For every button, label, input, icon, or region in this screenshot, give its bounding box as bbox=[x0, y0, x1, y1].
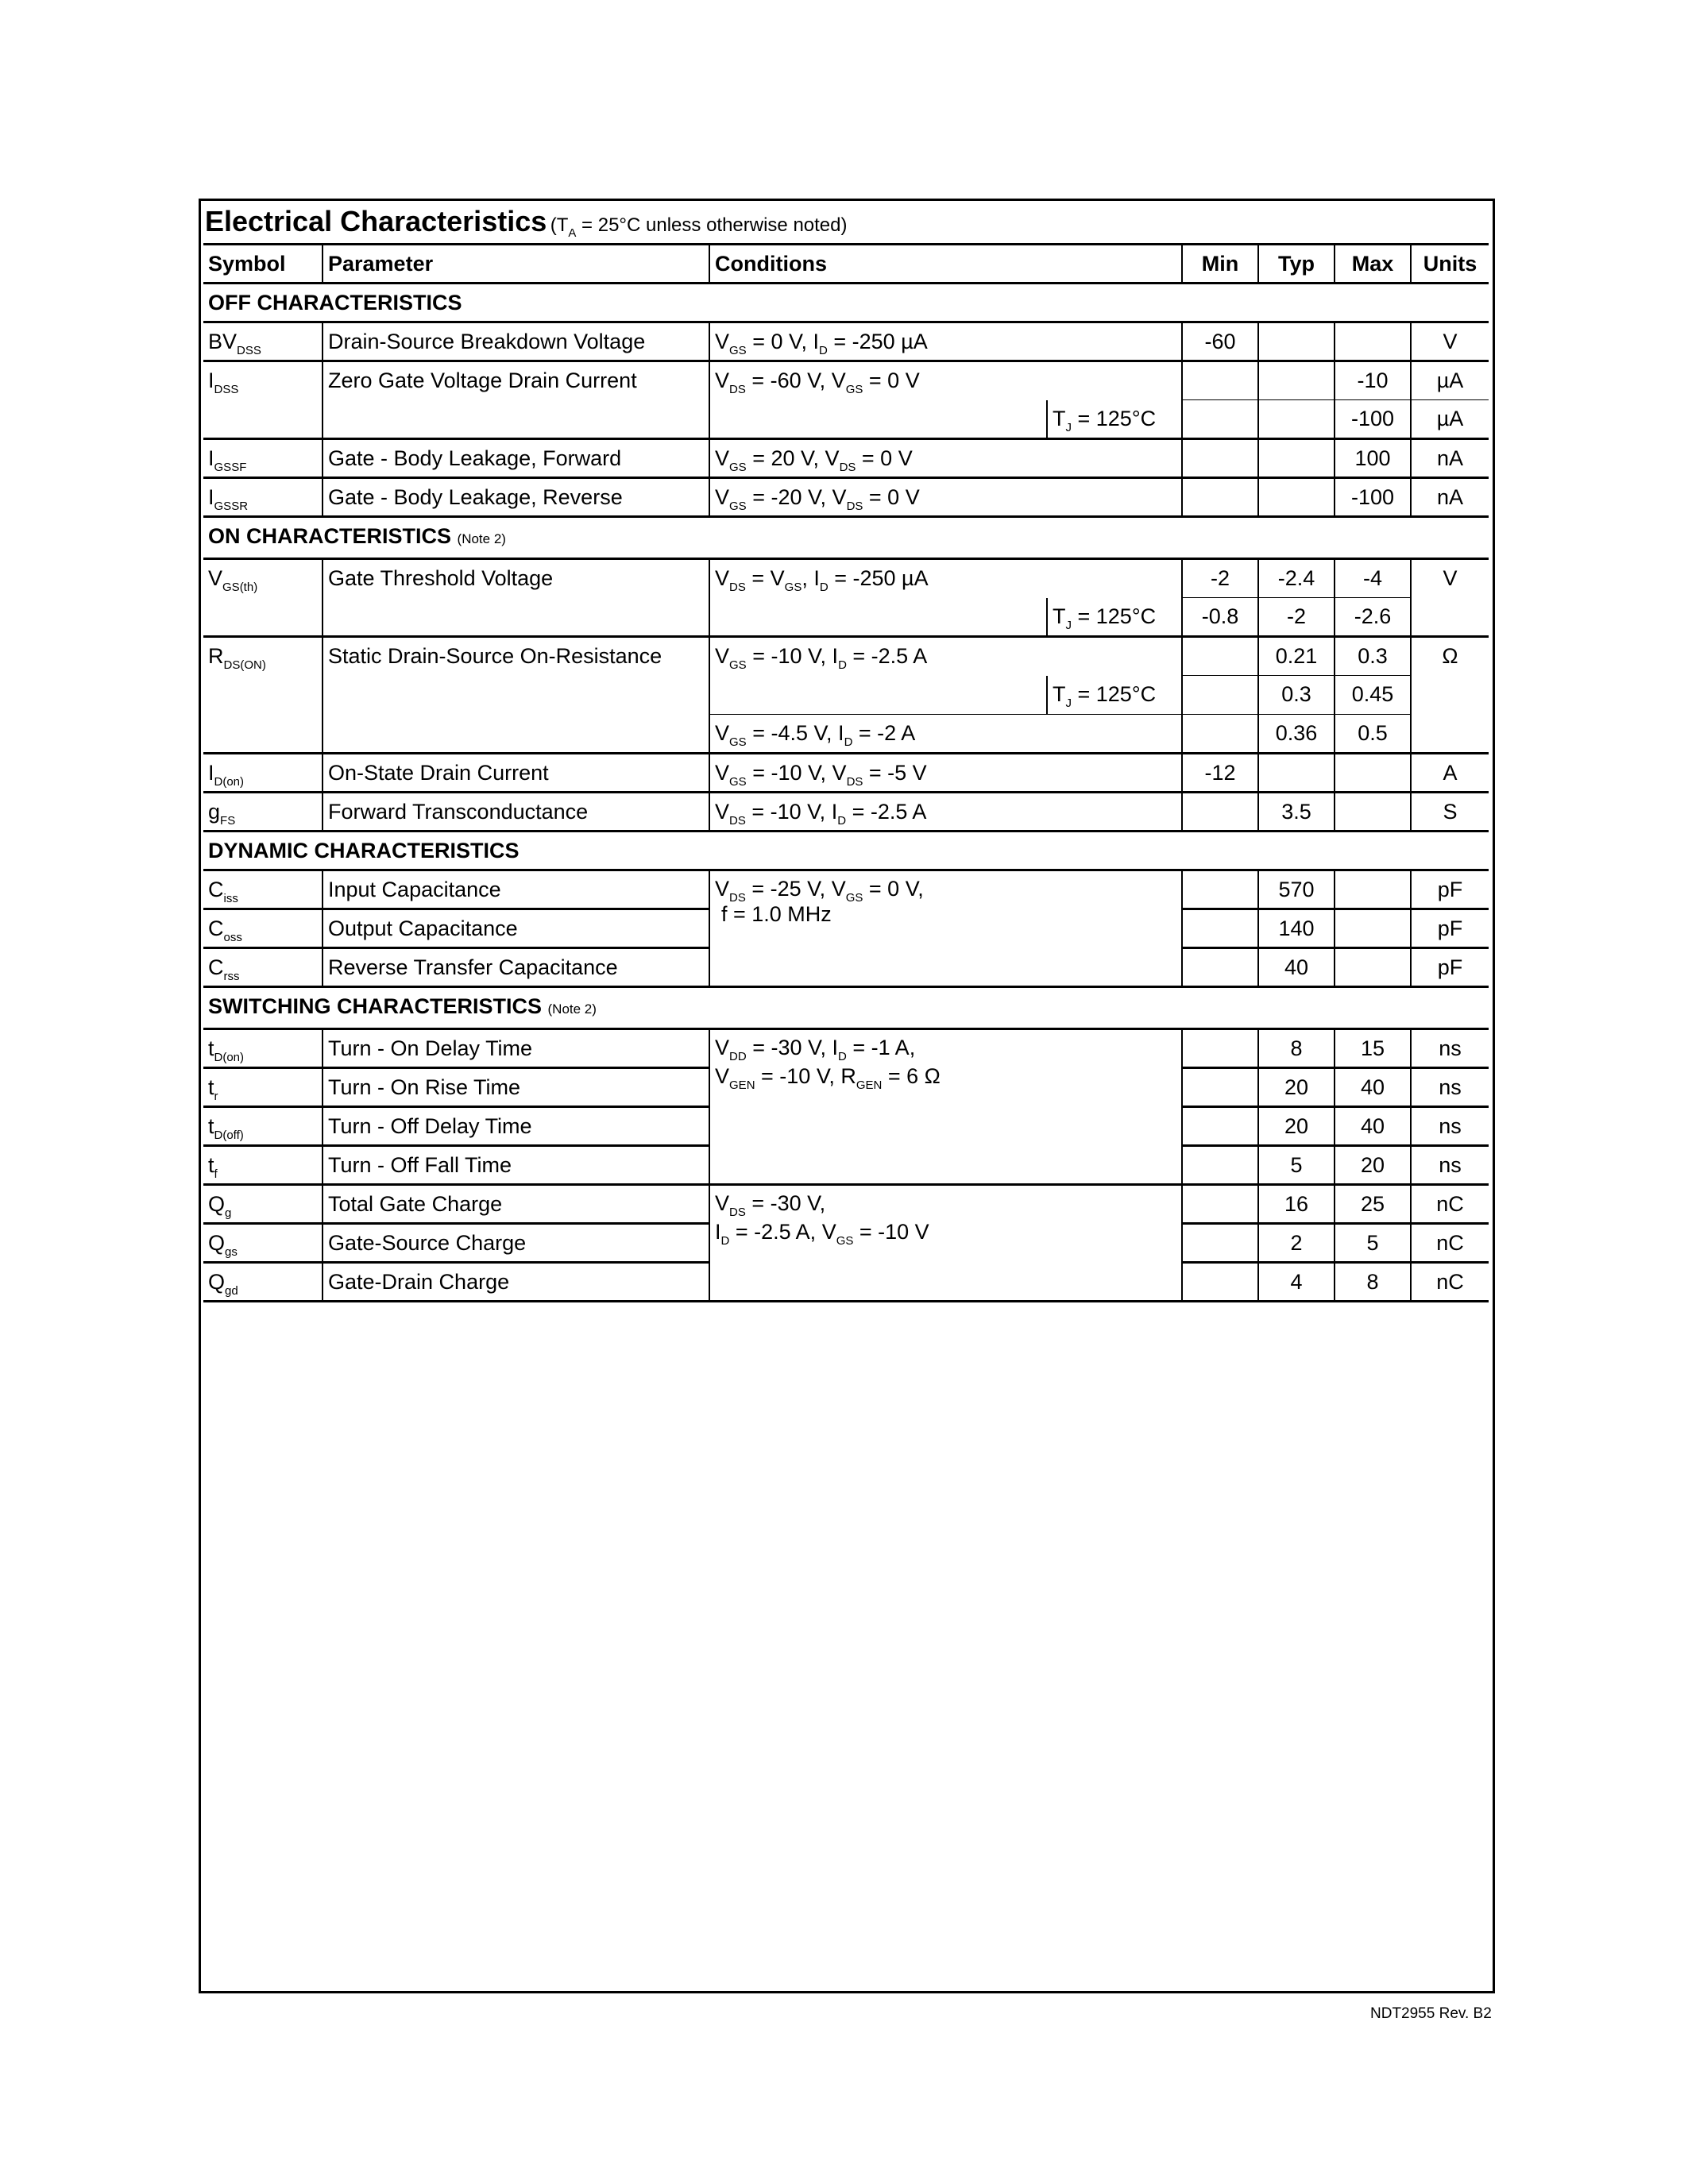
parameter-cell: Static Drain-Source On-Resistance bbox=[323, 637, 709, 754]
symbol-cell: $Q_{gd}$ bbox=[203, 1263, 323, 1302]
table-row: $V_{GS(th)}$ Gate Threshold Voltage $V_{DS} = V_{GS}$, $I_D = -250$ µA -2 -2.4 -4 V bbox=[203, 559, 1489, 598]
symbol-cell: $V_{GS(th)}$ bbox=[203, 559, 323, 637]
conditions-cell: $V_{GS} = -10$ V, $V_{DS} = -5$ V bbox=[709, 754, 1182, 793]
table-row: $Q_{gd}$ Gate-Drain Charge 4 8 nC bbox=[203, 1263, 1489, 1302]
header-row bbox=[203, 245, 1489, 284]
table-row: $R_{DS(ON)}$ Static Drain-Source On-Resistance $V_{GS} = -10$ V, $I_D = -2.5$ A 0.21 0.3 Ω bbox=[203, 637, 1489, 676]
conditions-cell: $V_{DD} = -30$ V, $I_D = -1$ A, $V_{GEN} = -10$ V, $R_{GEN} = 6$ Ω bbox=[709, 1029, 1182, 1185]
table-row: $BV_{DSS}$ Drain-Source Breakdown Voltage $V_{GS} = 0$ V, $I_D = -250$ µA -60 V bbox=[203, 322, 1489, 361]
table-title bbox=[205, 205, 848, 241]
conditions-cell: $V_{GS} = 0$ V, $I_D = -250$ µA bbox=[709, 322, 1182, 361]
table-row: $V_{GS} = -4.5$ V, $I_D = -2$ A 0.36 0.5 bbox=[203, 715, 1489, 754]
table-row: $C_{iss}$ Input Capacitance $V_{DS} = -25$ V, $V_{GS} = 0$ V, f = 1.0 MHz 570 pF bbox=[203, 870, 1489, 909]
header-parameter: Parameter bbox=[323, 245, 709, 284]
conditions-cell: $V_{GS} = -20$ V, $V_{DS} = 0$ V bbox=[709, 478, 1182, 517]
symbol-cell: $I_{D(on)}$ bbox=[203, 754, 323, 793]
conditions-cell: $V_{GS} = -4.5$ V, $I_D = -2$ A bbox=[709, 715, 1182, 754]
table-row: $t_f$ Turn - Off Fall Time 5 20 ns bbox=[203, 1146, 1489, 1185]
section-off: OFF CHARACTERISTICS bbox=[203, 284, 1489, 322]
table-row: $I_{GSSF}$ Gate - Body Leakage, Forward $V_{GS} = 20$ V, $V_{DS} = 0$ V 100 nA bbox=[203, 439, 1489, 478]
table-row: $t_{D(off)}$ Turn - Off Delay Time 20 40 ns bbox=[203, 1107, 1489, 1146]
conditions-cell-tj: $T_J = 125^\circ C$ bbox=[1047, 676, 1182, 715]
conditions-cell: $V_{DS} = -60$ V, $V_{GS} = 0$ V bbox=[709, 361, 1182, 400]
parameter-cell: Turn - On Delay Time bbox=[323, 1029, 709, 1068]
header-units: Units bbox=[1411, 245, 1489, 284]
header-max: Max bbox=[1335, 245, 1411, 284]
symbol-cell: $BV_{DSS}$ bbox=[203, 322, 323, 361]
section-on: ON CHARACTERISTICS (Note 2) bbox=[203, 517, 1489, 559]
conditions-cell: $V_{DS} = -25$ V, $V_{GS} = 0$ V, f = 1.0 MHz bbox=[709, 870, 1182, 987]
parameter-cell: Gate - Body Leakage, Forward bbox=[323, 439, 709, 478]
title-main: Electrical Characteristics bbox=[205, 205, 547, 237]
title-note: ($T_A = 25^\circ C$ unless otherwise noted) bbox=[550, 214, 848, 240]
symbol-cell: $t_{D(on)}$ bbox=[203, 1029, 323, 1068]
conditions-cell: $V_{DS} = -30$ V, $I_D = -2.5$ A, $V_{GS} = -10$ V bbox=[709, 1185, 1182, 1302]
table-row: $Q_{gs}$ Gate-Source Charge 2 5 nC bbox=[203, 1224, 1489, 1263]
table-row: $T_J = 125^\circ C$ 0.3 0.45 bbox=[203, 676, 1489, 715]
parameter-cell: Forward Transconductance bbox=[323, 793, 709, 832]
symbol-cell: $C_{iss}$ bbox=[203, 870, 323, 909]
parameter-cell: Output Capacitance bbox=[323, 909, 709, 948]
section-dynamic: DYNAMIC CHARACTERISTICS bbox=[203, 832, 1489, 870]
table-row: $t_r$ Turn - On Rise Time 20 40 ns bbox=[203, 1068, 1489, 1107]
header-min: Min bbox=[1182, 245, 1258, 284]
table-row: $T_J = 125^\circ C$ -0.8 -2 -2.6 bbox=[203, 598, 1489, 637]
symbol-cell: $Q_{gs}$ bbox=[203, 1224, 323, 1263]
parameter-cell: Gate Threshold Voltage bbox=[323, 559, 709, 637]
conditions-cell-tj: $T_J = 125^\circ C$ bbox=[1047, 400, 1182, 439]
symbol-cell: $t_f$ bbox=[203, 1146, 323, 1185]
revision-footer: NDT2955 Rev. B2 bbox=[1370, 2005, 1492, 2022]
section-switching: SWITCHING CHARACTERISTICS (Note 2) bbox=[203, 987, 1489, 1029]
electrical-characteristics-table bbox=[203, 243, 1489, 1302]
parameter-cell: Turn - Off Fall Time bbox=[323, 1146, 709, 1185]
parameter-cell: Reverse Transfer Capacitance bbox=[323, 948, 709, 987]
symbol-cell: $t_{D(off)}$ bbox=[203, 1107, 323, 1146]
conditions-cell-tj: $T_J = 125^\circ C$ bbox=[1047, 598, 1182, 637]
conditions-cell: $V_{GS} = 20$ V, $V_{DS} = 0$ V bbox=[709, 439, 1182, 478]
symbol-cell: $C_{rss}$ bbox=[203, 948, 323, 987]
table-row: $g_{FS}$ Forward Transconductance $V_{DS} = -10$ V, $I_D = -2.5$ A 3.5 S bbox=[203, 793, 1489, 832]
parameter-cell: Turn - On Rise Time bbox=[323, 1068, 709, 1107]
conditions-cell: $V_{GS} = -10$ V, $I_D = -2.5$ A bbox=[709, 637, 1182, 676]
parameter-cell: Gate - Body Leakage, Reverse bbox=[323, 478, 709, 517]
symbol-cell: $t_r$ bbox=[203, 1068, 323, 1107]
table-row: $I_{GSSR}$ Gate - Body Leakage, Reverse $V_{GS} = -20$ V, $V_{DS} = 0$ V -100 nA bbox=[203, 478, 1489, 517]
parameter-cell: On-State Drain Current bbox=[323, 754, 709, 793]
table-row: $T_J = 125^\circ C$ -100 µA bbox=[203, 400, 1489, 439]
symbol-cell: $I_{GSSF}$ bbox=[203, 439, 323, 478]
table-row: $t_{D(on)}$ Turn - On Delay Time $V_{DD} = -30$ V, $I_D = -1$ A, $V_{GEN} = -10$ V, $R_{GEN} = 6$ Ω 8 15 ns bbox=[203, 1029, 1489, 1068]
parameter-cell: Gate-Source Charge bbox=[323, 1224, 709, 1263]
parameter-cell: Turn - Off Delay Time bbox=[323, 1107, 709, 1146]
conditions-cell: $V_{DS} = -10$ V, $I_D = -2.5$ A bbox=[709, 793, 1182, 832]
symbol-cell: $I_{DSS}$ bbox=[203, 361, 323, 439]
parameter-cell: Input Capacitance bbox=[323, 870, 709, 909]
parameter-cell: Total Gate Charge bbox=[323, 1185, 709, 1224]
parameter-cell: Drain-Source Breakdown Voltage bbox=[323, 322, 709, 361]
header-typ: Typ bbox=[1258, 245, 1335, 284]
parameter-cell: Zero Gate Voltage Drain Current bbox=[323, 361, 709, 439]
symbol-cell: $I_{GSSR}$ bbox=[203, 478, 323, 517]
header-conditions: Conditions bbox=[709, 245, 1182, 284]
conditions-cell: $V_{DS} = V_{GS}$, $I_D = -250$ µA bbox=[709, 559, 1182, 598]
table-row: $Q_g$ Total Gate Charge $V_{DS} = -30$ V, $I_D = -2.5$ A, $V_{GS} = -10$ V 16 25 nC bbox=[203, 1185, 1489, 1224]
symbol-cell: $C_{oss}$ bbox=[203, 909, 323, 948]
header-symbol: Symbol bbox=[203, 245, 323, 284]
symbol-cell: $g_{FS}$ bbox=[203, 793, 323, 832]
parameter-cell: Gate-Drain Charge bbox=[323, 1263, 709, 1302]
table-row: $I_{DSS}$ Zero Gate Voltage Drain Current $V_{DS} = -60$ V, $V_{GS} = 0$ V -10 µA bbox=[203, 361, 1489, 400]
table-row: $C_{rss}$ Reverse Transfer Capacitance 40 pF bbox=[203, 948, 1489, 987]
table-row: $C_{oss}$ Output Capacitance 140 pF bbox=[203, 909, 1489, 948]
symbol-cell: $R_{DS(ON)}$ bbox=[203, 637, 323, 754]
table-row: $I_{D(on)}$ On-State Drain Current $V_{GS} = -10$ V, $V_{DS} = -5$ V -12 A bbox=[203, 754, 1489, 793]
symbol-cell: $Q_g$ bbox=[203, 1185, 323, 1224]
